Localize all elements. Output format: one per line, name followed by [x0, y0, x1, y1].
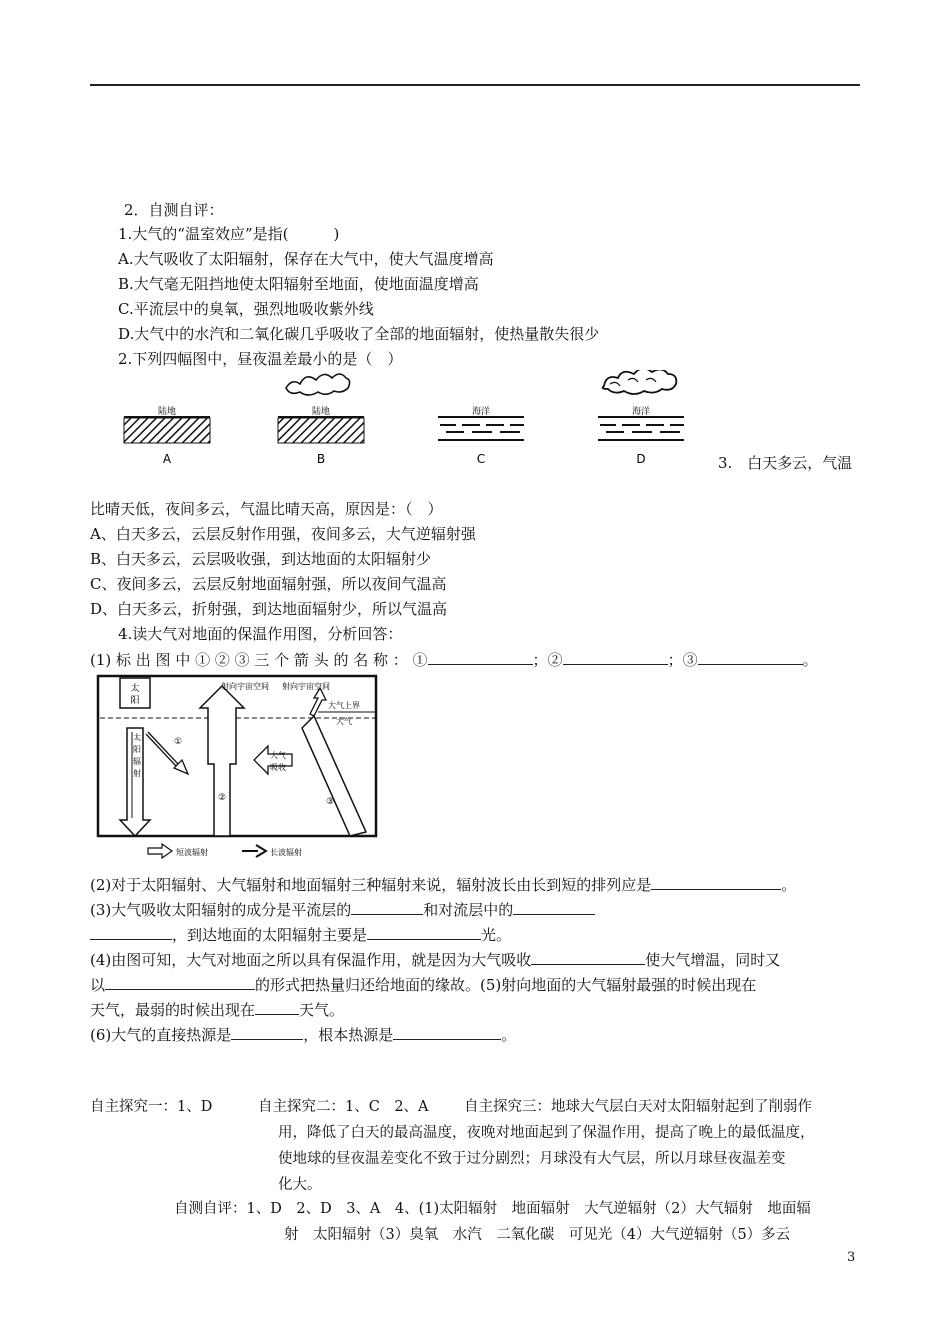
q1-stem: 1.大气的“温室效应”是指( )	[118, 225, 340, 243]
greenhouse-diagram	[96, 672, 380, 862]
panel-d-ground: 海洋	[631, 407, 651, 417]
answer-blank[interactable]	[428, 649, 533, 665]
solar-rad-label-1: 太	[133, 733, 141, 742]
solar-rad-label-2: 阳	[133, 745, 141, 754]
header-rule	[90, 84, 860, 86]
panel-c-letter: C	[476, 452, 486, 466]
panel-c	[438, 405, 524, 466]
answer-explore-3-line1: 自主探究三：地球大气层白天对太阳辐射起到了削弱作	[464, 1099, 812, 1115]
solar-rad-label-3: 辐	[133, 757, 141, 766]
page-number: 3	[847, 1250, 856, 1265]
panel-a	[124, 405, 210, 466]
answer-blank[interactable]	[351, 899, 423, 915]
q3-option-a: A、白天多云，云层反射作用强，夜间多云，大气逆辐射强	[90, 525, 476, 543]
q2-stem: 2.下列四幅图中，昼夜温差最小的是（ ）	[118, 350, 403, 368]
answer-blank[interactable]	[531, 949, 645, 965]
answer-blank[interactable]	[513, 899, 595, 915]
answer-blank[interactable]	[90, 924, 172, 940]
legend-short-label: 短波辐射	[176, 848, 208, 857]
to-space-label-2: 射向宇宙空间	[282, 682, 330, 691]
atmosphere-label: 大气	[336, 717, 352, 726]
q4-p4-line2: 以 的形式把热量归还给地面的缘故。(5)射向地面的大气辐射最强的时候出现在	[90, 976, 757, 994]
answer-explore-3-line2: 用，降低了白天的最高温度，夜晚对地面起到了保温作用，提高了晚上的最低温度，	[278, 1125, 815, 1141]
panel-b	[278, 374, 364, 466]
upper-boundary-label: 大气上界	[328, 701, 360, 710]
answer-explore-3-line3: 使地球的昼夜温差变化不致于过分剧烈；月球没有大气层，所以月球昼夜温差变	[278, 1151, 786, 1167]
q1-option-b: B.大气毫无阻挡地使太阳辐射至地面，使地面温度增高	[118, 275, 479, 293]
q3-option-b: B、白天多云，云层吸收强，到达地面的太阳辐射少	[90, 550, 432, 568]
panel-a-letter: A	[162, 452, 172, 466]
answer-explore-3-line4: 化大。	[278, 1177, 322, 1193]
solar-rad-label-4: 射	[133, 769, 141, 778]
q3-stem-part2: 比晴天低，夜间多云，气温比晴天高，原因是：（ ）	[90, 500, 443, 518]
absorbed-label-1: 大气	[270, 751, 286, 760]
sun-label-1: 太	[130, 684, 140, 694]
answer-blank[interactable]	[393, 1024, 501, 1040]
legend-long-label: 长波辐射	[270, 848, 302, 857]
answer-explore-2: 自主探究二：1、C 2、A	[258, 1099, 429, 1115]
absorbed-label-2: 吸收	[270, 763, 286, 772]
arrow-1-marker: ①	[174, 737, 183, 747]
answer-self-line2: 射 太阳辐射（3）臭氧 水汽 二氧化碳 可见光（4）大气逆辐射（5）多云	[284, 1227, 791, 1243]
answer-blank[interactable]	[105, 974, 255, 990]
q4-p5: 天气，最弱的时候出现在 天气。	[90, 1001, 345, 1019]
panel-d-letter: D	[636, 452, 646, 466]
q4-p3-line1: (3)大气吸收太阳辐射的成分是平流层的 和对流层中的	[90, 899, 595, 920]
answer-blank[interactable]	[651, 874, 781, 890]
q3-option-d: D、白天多云，折射强，到达地面辐射少，所以气温高	[90, 600, 448, 618]
answer-blank[interactable]	[563, 649, 668, 665]
q4-p3-line2: ，到达地面的太阳辐射主要是 光。	[90, 924, 511, 945]
cloud-icon	[286, 374, 350, 395]
q4-p4-line1: (4)由图可知，大气对地面之所以具有保温作用，就是因为大气吸收 使大气增温，同时又	[90, 951, 781, 969]
q2-figure	[110, 370, 710, 475]
q1-option-c: C.平流层中的臭氧，强烈地吸收紫外线	[118, 300, 374, 318]
panel-b-ground: 陆地	[311, 407, 331, 417]
q4-p2: (2)对于太阳辐射、大气辐射和地面辐射三种辐射来说，辐射波长由长到短的排列应是 。	[90, 876, 797, 894]
panel-b-letter: B	[316, 452, 326, 466]
section-title: 2．自测自评：	[124, 201, 224, 219]
answer-blank[interactable]	[255, 999, 299, 1015]
answer-blank[interactable]	[367, 924, 481, 940]
panel-c-ground: 海洋	[471, 407, 491, 417]
q1-option-d: D.大气中的水汽和二氧化碳几乎吸收了全部的地面辐射，使热量散失很少	[118, 325, 600, 343]
to-space-label-1: 射向宇宙空间	[221, 682, 269, 691]
arrow-3-marker: ③	[326, 797, 335, 807]
q3-option-c: C、夜间多云，云层反射地面辐射强，所以夜间气温高	[90, 575, 447, 593]
legend-short-icon	[148, 844, 172, 858]
q3-stem-part1: 3. 白天多云，气温	[718, 454, 853, 472]
q4-p6: (6)大气的直接热源是 ，根本热源是 。	[90, 1026, 517, 1044]
panel-d	[598, 370, 684, 466]
answer-self-line1: 自测自评：1、D 2、D 3、A 4、(1)太阳辐射 地面辐射 大气逆辐射（2）大气辐射 地面辐	[174, 1201, 811, 1217]
q4-stem: 4.读大气对地面的保温作用图，分析回答：	[118, 625, 403, 643]
q4-p1: (1) 标 出 图 中 ① ② ③ 三 个 箭 头 的 名 称 ： ① ；② ；③ 。	[90, 651, 818, 669]
q1-option-a: A.大气吸收了太阳辐射，保存在大气中，使大气温度增高	[118, 250, 494, 268]
sun-label-2: 阳	[130, 696, 140, 706]
answer-blank[interactable]	[231, 1024, 303, 1040]
answer-blank[interactable]	[698, 649, 803, 665]
answer-explore-1: 自主探究一：1、D	[90, 1099, 213, 1115]
panel-a-ground: 陆地	[157, 407, 177, 417]
arrow-2-marker: ②	[217, 793, 227, 803]
